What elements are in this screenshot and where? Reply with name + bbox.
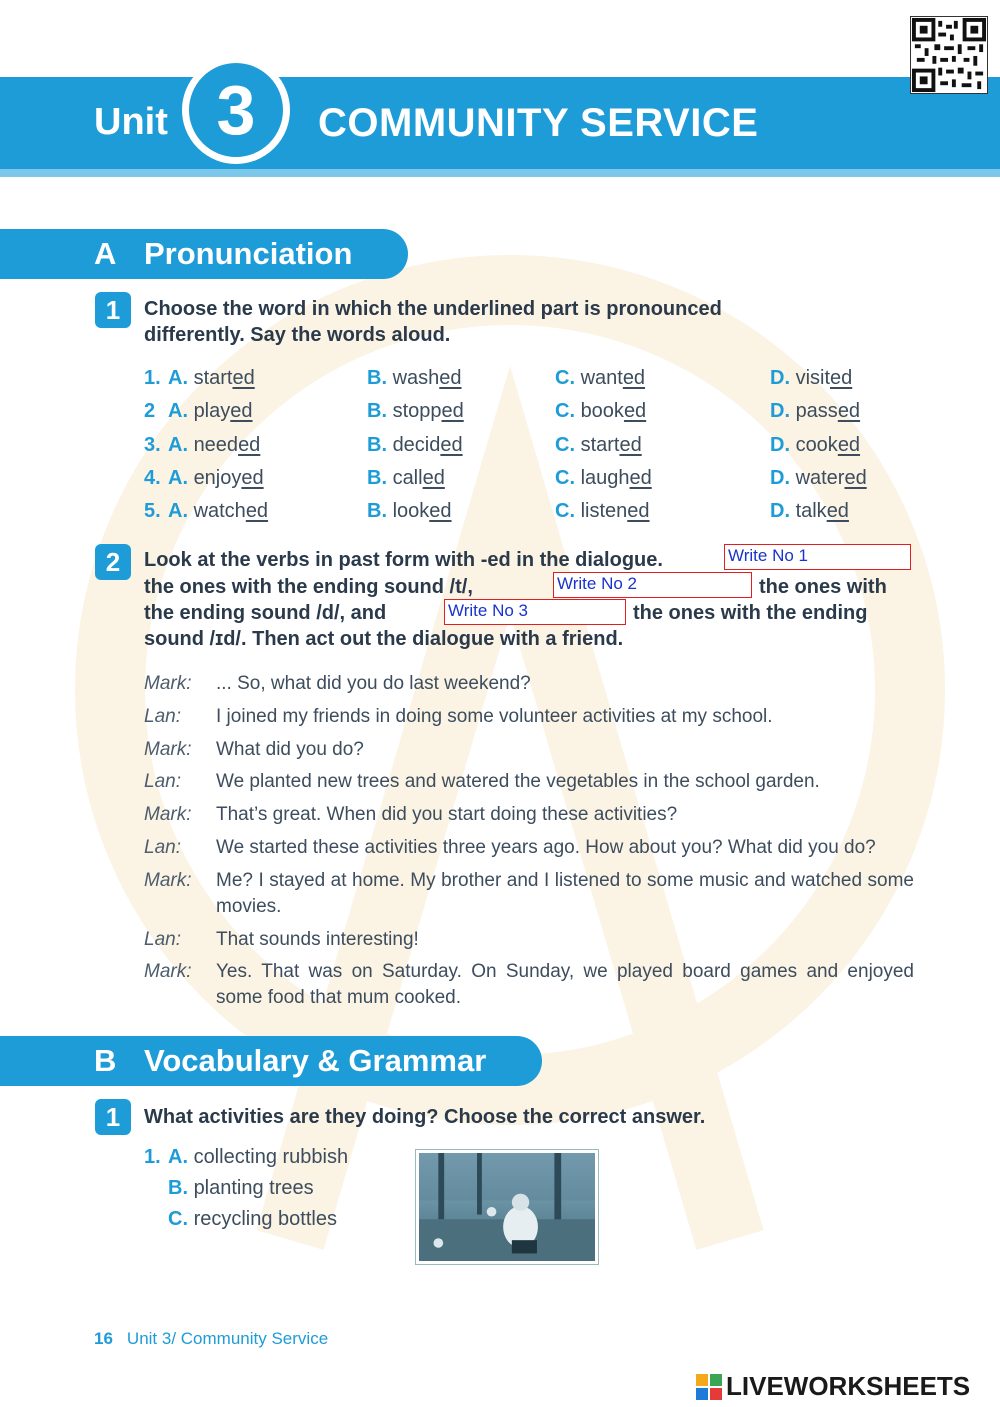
brand-name: LIVEWORKSHEETS: [726, 1371, 971, 1401]
dialogue-speaker: Mark:: [144, 739, 192, 760]
section-title: Vocabulary & Grammar: [144, 1043, 487, 1078]
a2-instruction-line3b: the ones with the ending: [633, 602, 868, 624]
dialogue-text: That’s great. When did you start doing these activities?: [216, 804, 678, 825]
dialogue-text: Me? I stayed at home. My brother and I listened to some music and watched some movies.: [216, 870, 914, 917]
exercise-instruction: Choose the word in which the underlined part is pronounced differently. Say the words aloud.: [144, 298, 722, 346]
dialogue-text: We started these activities three years ago. How about you? What did you do?: [216, 837, 876, 858]
qr-code-icon: [910, 16, 988, 94]
dialogue-speaker: Lan:: [144, 837, 181, 858]
brand-logo[interactable]: [696, 1371, 970, 1402]
answer-option[interactable]: C. laughed: [555, 467, 652, 489]
answer-box-3[interactable]: Write No 3: [444, 599, 626, 625]
dialogue-text: Yes. That was on Saturday. On Sunday, we played board games and enjoyed some food that mum cooked.: [216, 961, 914, 1008]
answer-option[interactable]: D. talked: [770, 500, 849, 522]
dialogue-speaker: Mark:: [144, 673, 192, 694]
dialogue-speaker: Mark:: [144, 804, 192, 825]
dialogue-speaker: Mark:: [144, 870, 192, 891]
dialogue-speaker: Lan:: [144, 706, 181, 727]
answer-option[interactable]: D. cooked: [770, 434, 861, 456]
b1-item-number: 1.: [144, 1146, 161, 1168]
b1-option-c[interactable]: C. recycling bottles: [168, 1208, 337, 1230]
answer-box-1[interactable]: Write No 1: [724, 544, 911, 570]
dialogue-line: [144, 671, 914, 697]
dialogue-line: [144, 835, 914, 861]
dialogue-line: [144, 769, 914, 795]
page-number: 16: [94, 1329, 113, 1348]
footer-text: Unit 3/ Community Service: [126, 1329, 329, 1348]
a2-instruction-line2a: the ones with the ending sound /t/,: [144, 576, 473, 598]
answer-option[interactable]: D. passed: [770, 400, 861, 422]
a2-instruction-line1: Look at the verbs in past form with -ed in the dialogue.: [144, 549, 663, 571]
dialogue-line: [144, 959, 914, 1011]
dialogue-line: [144, 868, 914, 920]
answer-option[interactable]: A. started: [168, 367, 255, 389]
a1-question-row: [0, 400, 1000, 430]
answer-option[interactable]: A. watched: [168, 500, 269, 522]
dialogue-line: [144, 802, 914, 828]
question-number: 5.: [144, 500, 161, 522]
b1-option-a[interactable]: A. collecting rubbish: [168, 1146, 349, 1168]
answer-option[interactable]: D. watered: [770, 467, 867, 489]
a1-question-row: [0, 367, 1000, 397]
answer-option[interactable]: B. stopped: [367, 400, 464, 422]
section-title: Pronunciation: [144, 236, 353, 271]
dialogue-line: [144, 704, 914, 730]
dialogue-line: [144, 737, 914, 763]
a2-instruction-line2b: the ones with: [759, 576, 887, 598]
answer-option[interactable]: A. needed: [168, 434, 261, 456]
activity-photo: [416, 1150, 598, 1264]
answer-option[interactable]: B. called: [367, 467, 445, 489]
a1-question-row: [0, 467, 1000, 497]
section-letter: A: [94, 236, 117, 271]
dialogue-line: [144, 927, 914, 953]
answer-box-2[interactable]: Write No 2: [553, 572, 752, 598]
answer-option[interactable]: A. played: [168, 400, 253, 422]
exercise-instruction: What activities are they doing? Choose the correct answer.: [144, 1106, 706, 1128]
answer-option[interactable]: C. wanted: [555, 367, 646, 389]
a2-instruction-line3a: the ending sound /d/, and: [144, 602, 387, 624]
section-letter: B: [94, 1043, 117, 1078]
dialogue-speaker: Lan:: [144, 771, 181, 792]
page-footer: [94, 1329, 328, 1349]
dialogue-speaker: Lan:: [144, 929, 181, 950]
unit-label: Unit: [94, 101, 168, 143]
answer-option[interactable]: D. visited: [770, 367, 853, 389]
answer-option[interactable]: C. started: [555, 434, 642, 456]
question-number: 4.: [144, 467, 161, 489]
dialogue-text: We planted new trees and watered the vegetables in the school garden.: [216, 771, 820, 792]
exercise-number-badge: 2: [95, 544, 131, 580]
dialogue-text: What did you do?: [216, 739, 364, 760]
answer-option[interactable]: B. washed: [367, 367, 462, 389]
answer-option[interactable]: A. enjoyed: [168, 467, 264, 489]
brand-icon: [696, 1374, 722, 1400]
question-number: 3.: [144, 434, 161, 456]
a1-question-row: [0, 500, 1000, 530]
answer-option[interactable]: B. looked: [367, 500, 452, 522]
question-number: 1.: [144, 367, 161, 389]
b1-option-b[interactable]: B. planting trees: [168, 1177, 314, 1199]
unit-number-badge: 3: [182, 56, 290, 164]
section-a-header: [0, 229, 408, 279]
dialogue-text: ... So, what did you do last weekend?: [216, 673, 531, 694]
unit-title: COMMUNITY SERVICE: [318, 101, 759, 145]
a2-instruction-line4: sound /ɪd/. Then act out the dialogue with a friend.: [144, 628, 624, 650]
dialogue-speaker: Mark:: [144, 961, 192, 982]
answer-option[interactable]: C. booked: [555, 400, 647, 422]
answer-option[interactable]: C. listened: [555, 500, 650, 522]
dialogue-text: I joined my friends in doing some volunteer activities at my school.: [216, 706, 773, 727]
exercise-number-badge: 1: [95, 292, 131, 328]
question-number: 2: [144, 400, 156, 422]
dialogue-text: That sounds interesting!: [216, 929, 419, 950]
answer-option[interactable]: B. decided: [367, 434, 463, 456]
section-b-header: [0, 1036, 542, 1086]
exercise-number-badge: 1: [95, 1099, 131, 1135]
a1-question-row: [0, 434, 1000, 464]
